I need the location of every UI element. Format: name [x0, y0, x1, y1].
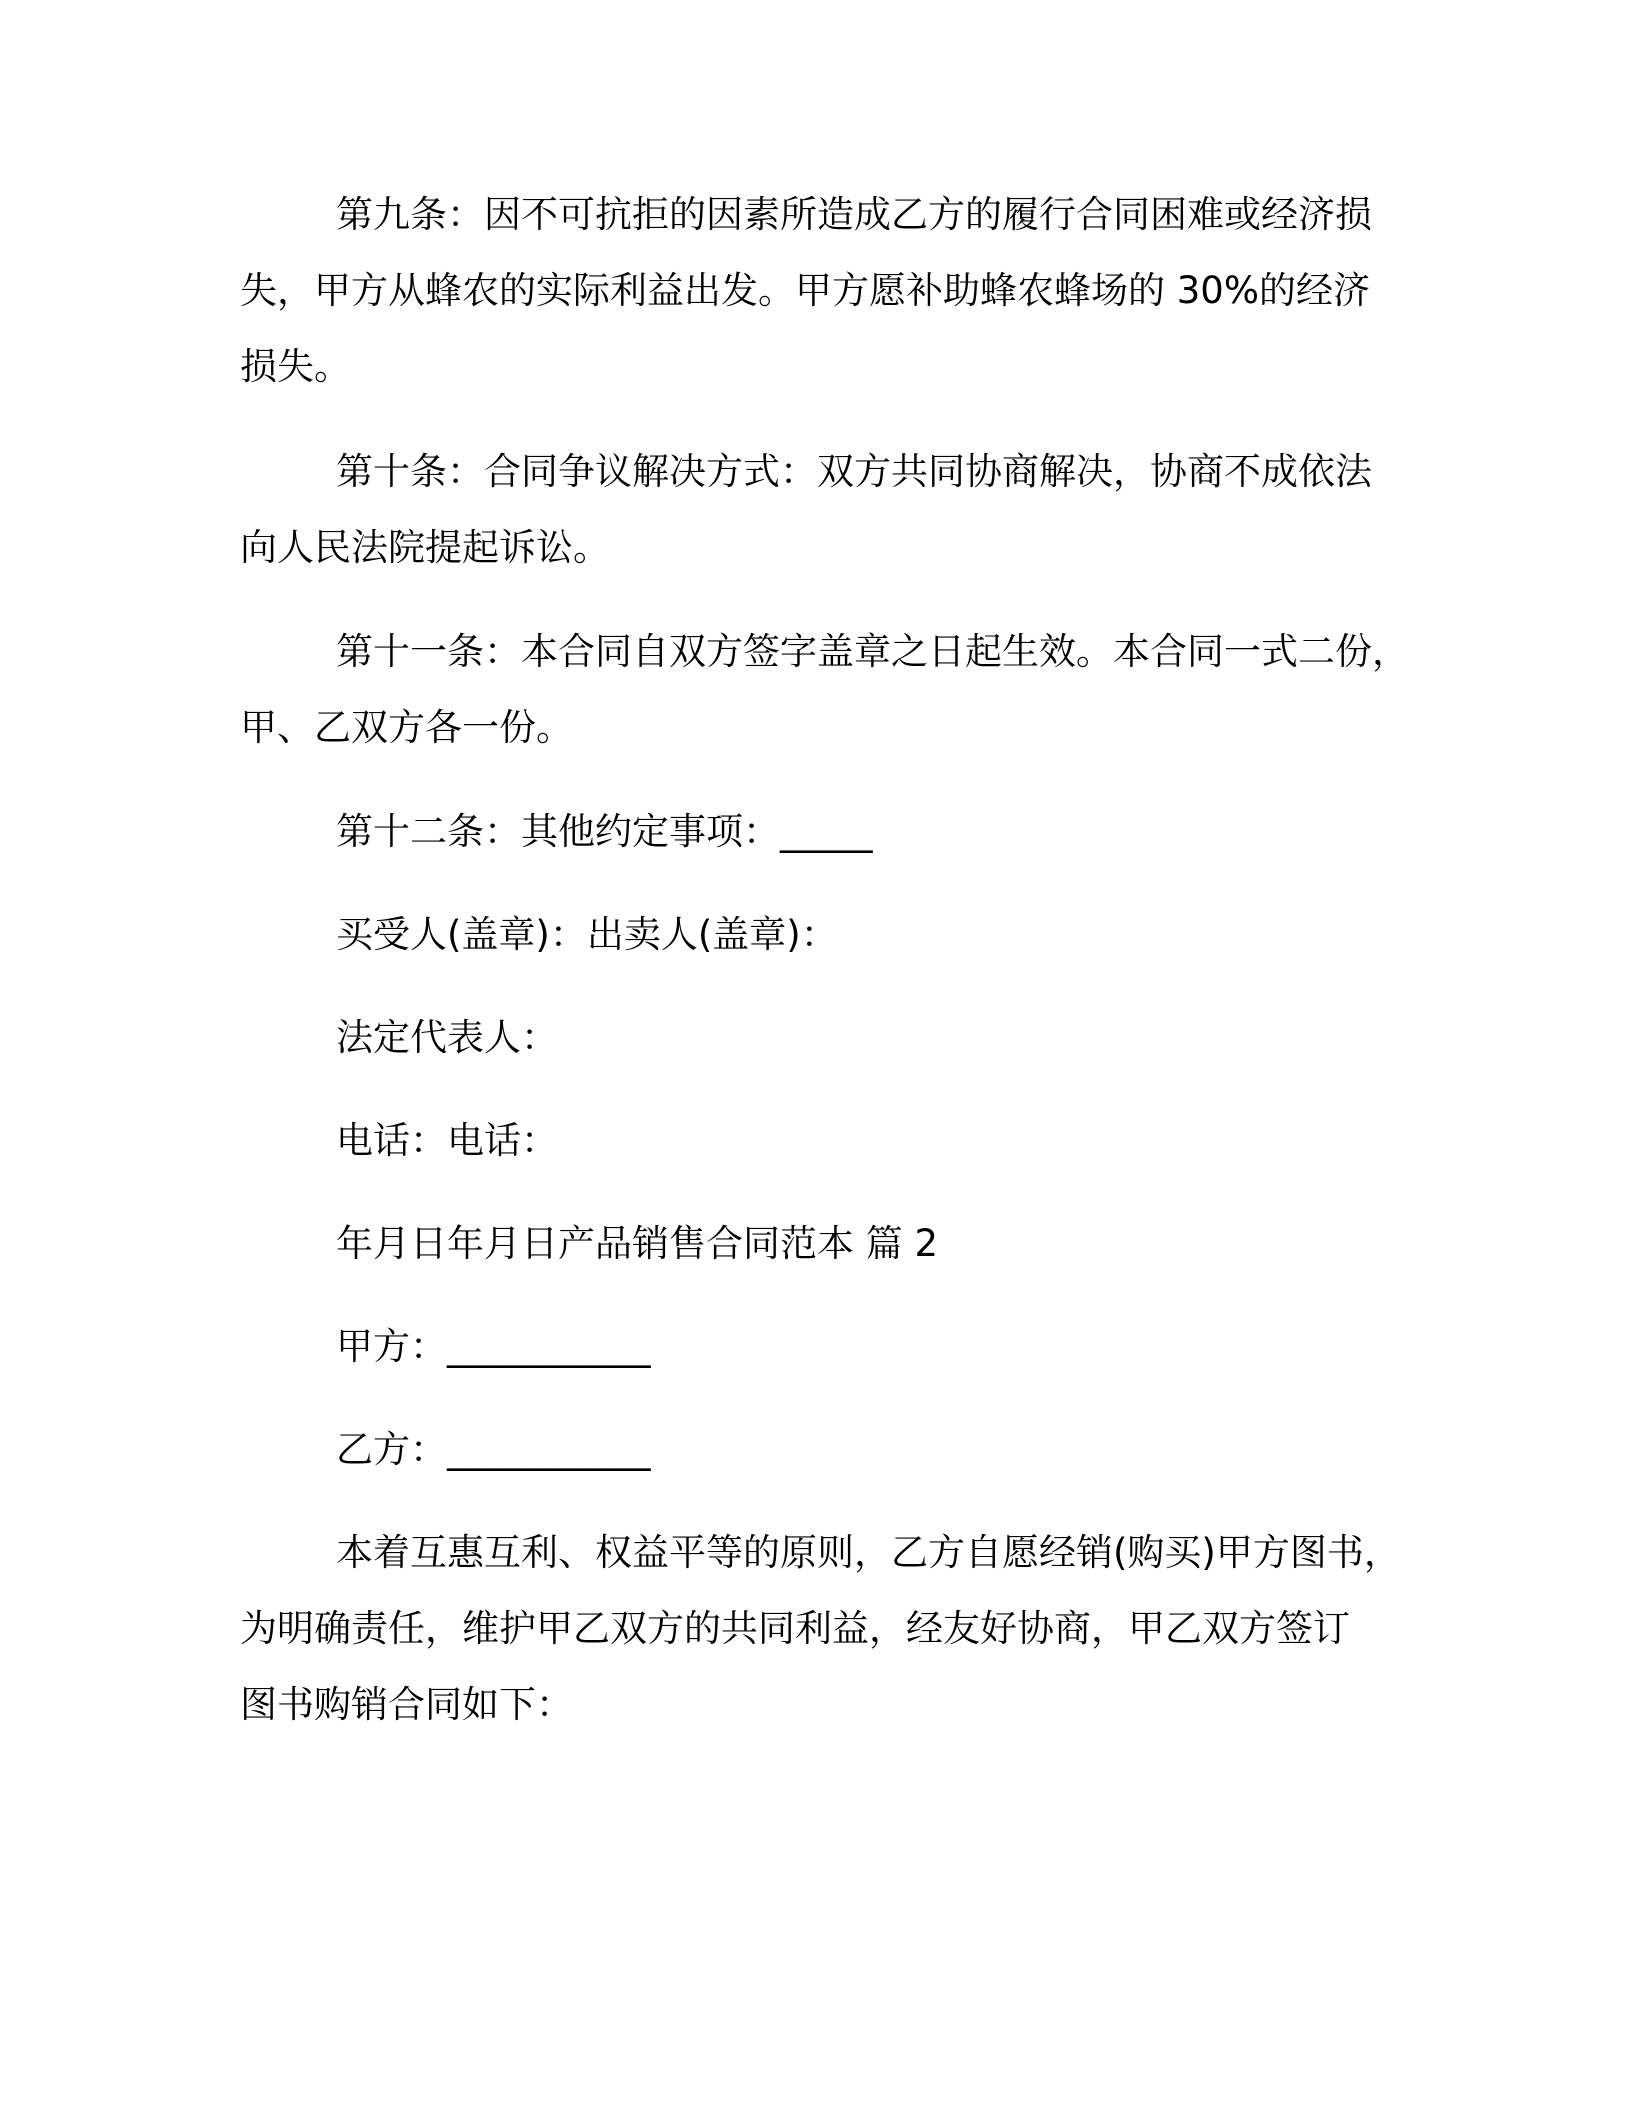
article-12: 第十二条：其他约定事项：_____	[336, 810, 873, 853]
article-11-line-1: 第十一条：本合同自双方签字盖章之日起生效。本合同一式二份，	[336, 630, 1409, 673]
article-10-line-1: 第十条：合同争议解决方式：双方共同协商解决，协商不成依法	[336, 450, 1372, 493]
preamble	[240, 1515, 1400, 1743]
phone-fields: 电话：电话：	[336, 1119, 558, 1162]
legal-representative: 法定代表人：	[336, 1016, 558, 1059]
article-9-line-2: 失，甲方从蜂农的实际利益出发。甲方愿补助蜂农蜂场的 30%的经济	[240, 269, 1370, 312]
article-11-line-2: 甲、乙双方各一份。	[240, 706, 573, 749]
buyer-seller-seal: 买受人(盖章)：出卖人(盖章)：	[336, 913, 838, 956]
article-9	[240, 177, 1400, 405]
party-a-field: 甲方：___________	[336, 1325, 651, 1368]
party-b-field: 乙方：___________	[336, 1428, 651, 1471]
article-11	[240, 614, 1409, 766]
preamble-line-3: 图书购销合同如下：	[240, 1683, 573, 1726]
article-9-line-1: 第九条：因不可抗拒的因素所造成乙方的履行合同困难或经济损	[336, 193, 1372, 236]
article-10	[240, 434, 1400, 586]
preamble-line-1: 本着互惠互利、权益平等的原则，乙方自愿经销(购买)甲方图书，	[336, 1531, 1401, 1574]
section-title: 年月日年月日产品销售合同范本 篇 2	[336, 1222, 939, 1265]
article-9-line-3: 损失。	[240, 345, 351, 388]
preamble-line-2: 为明确责任，维护甲乙双方的共同利益，经友好协商，甲乙双方签订	[240, 1607, 1350, 1650]
article-10-line-2: 向人民法院提起诉讼。	[240, 526, 610, 569]
